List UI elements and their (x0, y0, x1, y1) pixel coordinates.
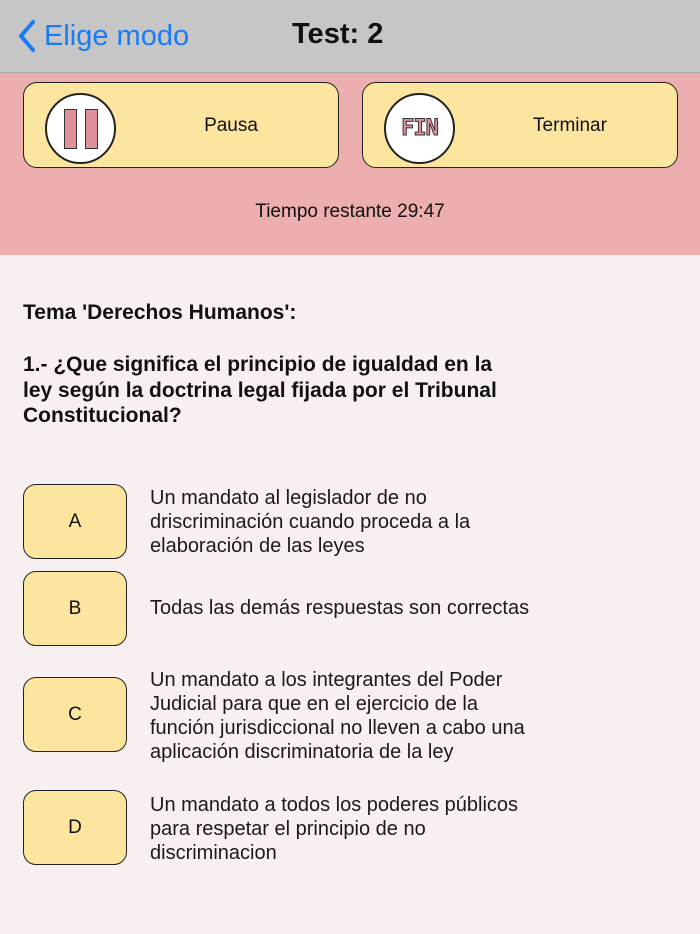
option-c-text (150, 668, 525, 764)
option-c-button[interactable]: C (23, 677, 127, 752)
chevron-left-icon (18, 19, 36, 53)
question-text (23, 352, 497, 429)
option-d-button[interactable]: D (23, 790, 127, 865)
option-line: Todas las demás respuestas son correctas (150, 597, 530, 619)
topic-heading: Tema 'Derechos Humanos': (23, 301, 297, 324)
option-a-text (150, 486, 470, 558)
option-line: para respetar el principio de no (150, 818, 426, 840)
option-line: elaboración de las leyes (150, 535, 365, 557)
end-label: Terminar (533, 115, 607, 136)
page-title: Test: 2 (292, 18, 384, 50)
end-button[interactable] (362, 82, 678, 168)
pause-button[interactable] (23, 82, 339, 168)
fin-icon-text: FIN (401, 116, 438, 141)
option-line: función jurisdiccional no lleven a cabo una (150, 717, 525, 739)
timer-text: Tiempo restante 29:47 (255, 201, 445, 222)
fin-icon (384, 93, 455, 164)
option-line: aplicación discriminatoria de la ley (150, 741, 454, 763)
pause-icon (45, 93, 116, 164)
option-line: driscriminación cuando proceda a la (150, 511, 471, 533)
option-d-text (150, 793, 518, 865)
navigation-bar (0, 0, 700, 73)
option-line: discriminacion (150, 842, 277, 864)
option-line: Judicial para que en el ejercicio de la (150, 693, 478, 715)
option-line: Un mandato a todos los poderes públicos (150, 794, 519, 816)
option-line: Un mandato al legislador de no (150, 487, 427, 509)
back-button[interactable] (18, 16, 189, 56)
option-b-button[interactable]: B (23, 571, 127, 646)
option-b-text (150, 596, 529, 620)
option-a-button[interactable]: A (23, 484, 127, 559)
question-line: ley según la doctrina legal fijada por el Tribunal (23, 378, 497, 402)
pause-label: Pausa (204, 115, 258, 136)
control-panel (0, 73, 700, 255)
question-line: Constitucional? (23, 404, 182, 427)
option-line: Un mandato a los integrantes del Poder (150, 669, 503, 691)
back-label: Elige modo (44, 19, 190, 52)
question-line: 1.- ¿Que significa el principio de igualdad en la (23, 353, 493, 376)
